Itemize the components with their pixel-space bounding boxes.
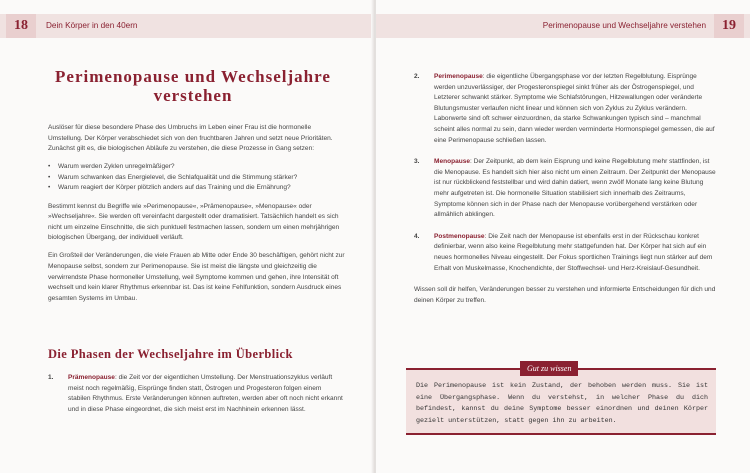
running-head: Dein Körper in den 40ern xyxy=(46,21,138,30)
left-body xyxy=(48,123,345,312)
phase-description: : Die Zeit nach der Menopause ist ebenfalls erst in der Rückschau konkret definierbar, wenn also keine Regelblutung mehr stattgefunden hat. Der Körper hat sich auf ein neues hormonelles Niveau eingestellt. Der Fokus sportlichen Trainings liegt nun stärker auf dem Erhalt von Muskelmasse, Knochendichte, der Stoffwechsel- und Herz-Kreislauf-Gesundheit. xyxy=(434,232,713,272)
section-heading: Die Phasen der Wechseljahre im Überblick xyxy=(48,347,293,361)
changes-paragraph: Ein Großteil der Veränderungen, die viele Frauen ab Mitte oder Ende 30 beschäftigen, gehört nicht zur Menopause selbst, sondern zur Perimenopause. Sie ist meist die längste und gleichzeitig die verwirrendste Phase hormoneller Umstellung, weil Symptome kommen und gehen, ihre Intensität oft wechselt und kein klarer Rhythmus erkennbar ist. Das ist keine Fehlfunktion, sondern Ausdruck eines gesamten Systems im Umbau. xyxy=(48,252,345,302)
running-head: Perimenopause und Wechseljahre verstehen xyxy=(542,21,706,30)
info-box xyxy=(406,364,716,435)
question-list xyxy=(48,162,345,194)
phase-term: Prämenopause xyxy=(68,374,115,381)
page-number: 19 xyxy=(714,14,744,38)
page-number: 18 xyxy=(6,14,36,38)
phase-description: : die eigentliche Übergangsphase vor der letzten Regelblutung. Eisprünge werden unzuverlässiger, der Progesteronspiegel sinkt früher als der Östrogenspiegel, und Letzterer schwankt stärker. Symptome wie Schlafstörungen, Hitzewallungen oder veränderte Blutungsmuster verlaufen nicht linear und können sich von Zyklus zu Zyklus verändern. Laborwerte sind oft schwer einzuordnen, da starke Schwankungen typisch sind – manchmal scheint alles normal zu sein, dann wieder werden verminderte Hormonspiegel gemessen, die auf eine Perimenopause schließen lassen. xyxy=(434,73,715,144)
phase-item xyxy=(414,72,716,146)
chapter-title: Perimenopause und Wechseljahre verstehen xyxy=(55,67,331,105)
phase-term: Postmenopause xyxy=(434,232,485,240)
list-item: • Warum reagiert der Körper plötzlich anders auf das Training und die Ernährung? xyxy=(48,183,345,194)
left-header-bar xyxy=(0,14,372,38)
info-box-tag: Gut zu wissen xyxy=(520,361,578,376)
closing-paragraph: Wissen soll dir helfen, Veränderungen besser zu verstehen und informierte Entscheidungen für dich und deinen Körper zu treffen. xyxy=(414,286,716,304)
intro-paragraph: Auslöser für diese besondere Phase des Umbruchs im Leben einer Frau ist die hormonelle Umstellung. Der Körper verabschiedet sich von den fruchtbaren Jahren und setzt neue Prioritäten. Zunächst gilt es, die biologischen Abläufe zu verstehen, die diese Prozesse in Gang setzen: xyxy=(48,124,333,153)
phase-list-right xyxy=(414,72,716,314)
phase-number: 1. xyxy=(48,374,54,381)
phase-number: 4. xyxy=(414,232,420,240)
phase-number: 2. xyxy=(414,73,420,80)
right-page xyxy=(376,0,750,473)
info-box-text: Die Perimenopause ist kein Zustand, der behoben werden muss. Sie ist eine Übergangsphase. Wenn du verstehst, in welcher Phase du dich befindest, kannst du deine Symptome besser einordnen und deinen Körper gezielt unterstützen, statt gegen ihn zu arbeiten. xyxy=(416,382,708,425)
phase-number: 3. xyxy=(414,158,420,166)
right-header-bar xyxy=(376,14,750,38)
phase-term: Menopause xyxy=(434,158,471,166)
list-item: • Warum schwanken das Energielevel, die Schlafqualität und die Stimmung stärker? xyxy=(48,173,345,184)
phase-list-left xyxy=(48,373,345,426)
terms-paragraph: Bestimmt kennst du Begriffe wie »Perimenopause«, »Prämenopause«, »Menopause« oder »Wechseljahre«. Sie werden oft vereinfacht dargestellt oder dramatisiert. Tatsächlich handelt es sich nicht um einzelne Einschnitte, die sich punktuell festmachen lassen, sondern um einen mehrjährigen biologischen Übergang, der individuell verläuft. xyxy=(48,202,340,242)
phase-description: : die Zeit vor der eigentlichen Umstellung. Der Menstruationszyklus verläuft meist noch regelmäßig, Eisprünge finden statt, Östrogen und Progesteron folgen einem stabilen Rhythmus. Erste Veränderungen können auftreten, werden aber oft noch nicht erkannt und in diese Phase eingeordnet, die sich meist erst im Nachhinein erkennen lässt. xyxy=(68,374,343,413)
phase-description: : Der Zeitpunkt, ab dem kein Eisprung und keine Regelblutung mehr stattfinden, ist die Menopause. Es handelt sich hier also nicht um einen Zeitraum. Der Zeitpunkt der Menopause ist nur rückblickend feststellbar und wird dahin datiert, wenn zwölf Monate lang keine Blutung mehr aufgetreten ist. Die hormonelle Situation stabilisiert sich innerhalb des Zeitraums, Symptome können sich in der Phase nach der Menopause vorübergehend verstärken oder allmählich abklingen. xyxy=(434,158,716,219)
phase-item xyxy=(414,232,716,274)
left-page xyxy=(0,0,374,473)
phase-term: Perimenopause xyxy=(434,73,483,80)
phase-item xyxy=(414,157,716,221)
phase-item xyxy=(48,373,345,415)
list-item: • Warum werden Zyklen unregelmäßiger? xyxy=(48,162,345,173)
